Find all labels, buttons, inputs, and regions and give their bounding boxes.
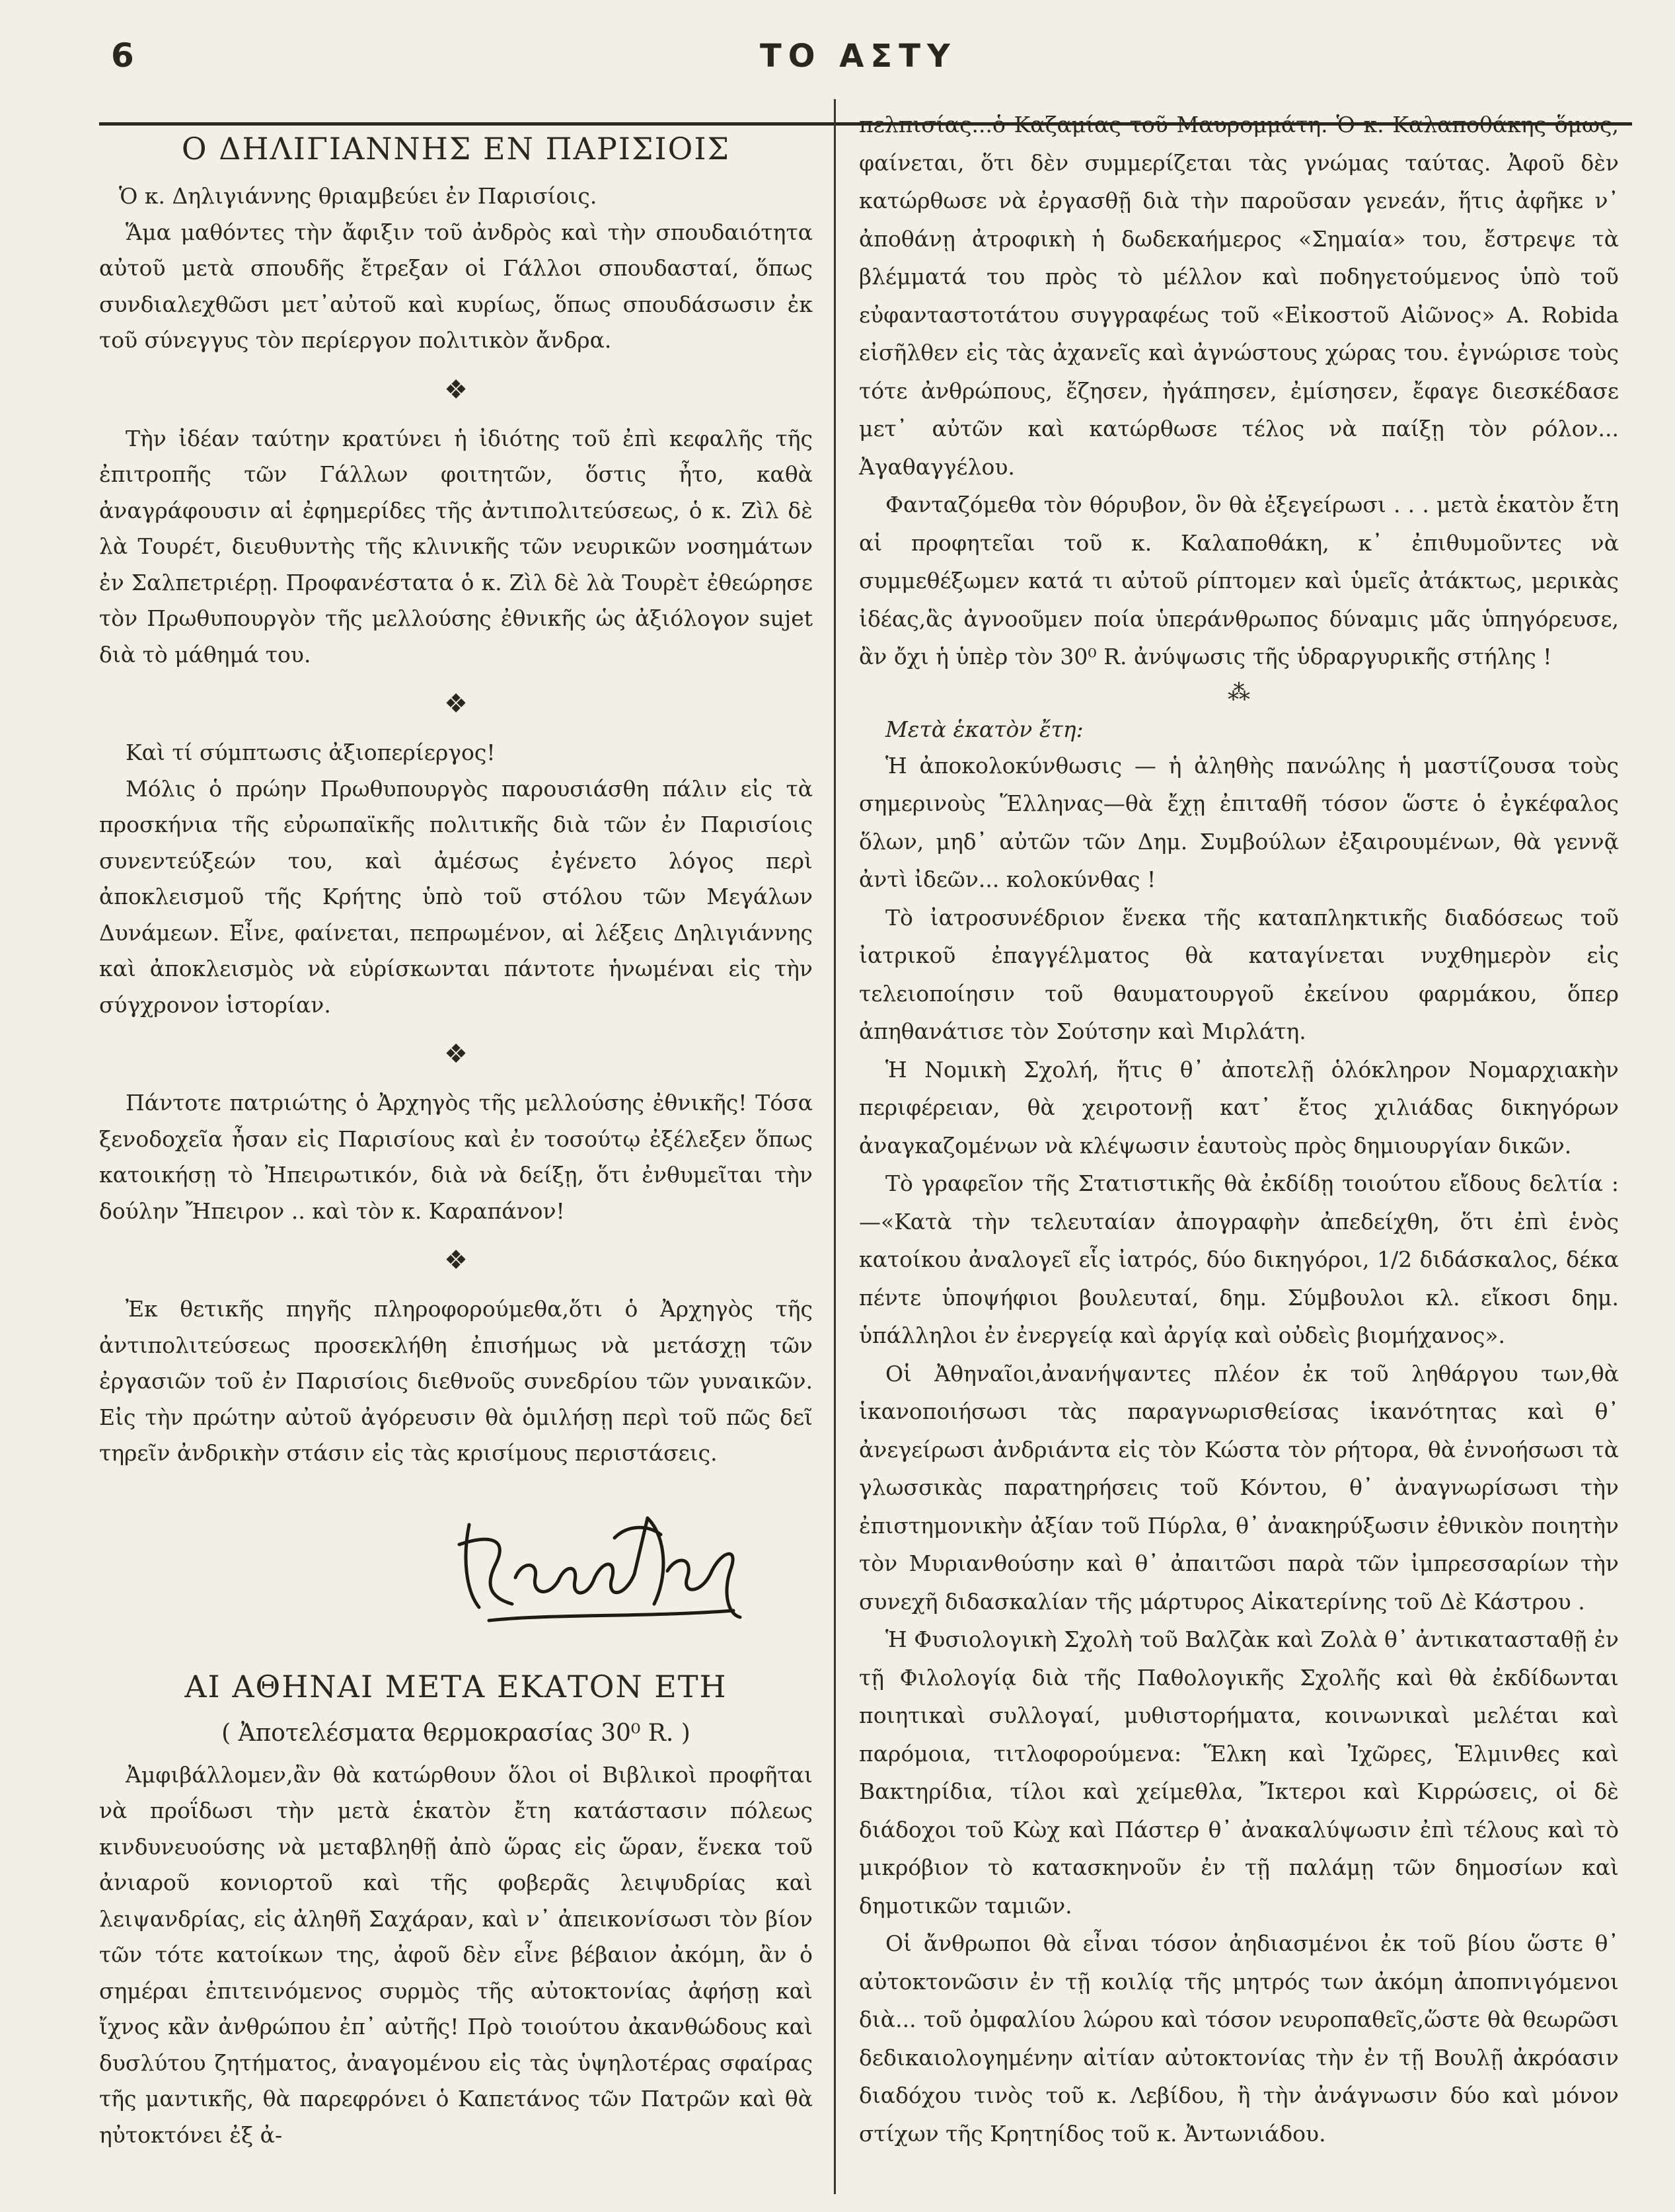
ornament-icon: ❖ xyxy=(444,374,468,405)
article-paragraph: Τὴν ἰδέαν ταύτην κρατύνει ἡ ἰδιότης τοῦ ἐπὶ κεφαλῆς τῆς ἐπιτροπῆς τῶν Γάλλων φοιτητῶν, ὅστις ἦτο, καθὰ ἀναγράφουσιν αἱ ἐφημερίδες τῆς ἀντιπολιτεύσεως, ὁ κ. Ζὶλ δὲ λὰ Τουρέτ, διευθυντὴς τῆς κλινικῆς τῶν νευρικῶν νοσημάτων ἐν Σαλπετριέρῃ. Προφανέστατα ὁ κ. Ζὶλ δὲ λὰ Τουρὲτ ἐθεώρησε τὸν Πρωθυπουργὸν τῆς μελλούσης ἐθνικῆς ὡς ἀξιόλογον sujet διὰ τὸ μάθημά του. xyxy=(99,425,813,667)
article-paragraph: Ὁ κ. Δηλιγιάννης θριαμβεύει ἐν Παρισίοις. xyxy=(119,183,597,209)
article-paragraph: Ἅμα μαθόντες τὴν ἄφιξιν τοῦ ἀνδρὸς καὶ τὴν σπουδαιότητα αὐτοῦ μετὰ σπουδῆς ἔτρεξαν οἱ Γάλλοι σπουδασταί, ὅπως συνδιαλεχθῶσι μετ᾽αὐτοῦ καὶ κυρίως, ὅπως σπουδάσωσιν ἐκ τοῦ σύνεγγυς τὸν περίεργον πολιτικὸν ἄνδρα. xyxy=(99,219,813,353)
article-title-diligiannis: Ο ΔΗΛΙΓΙΑΝΝΗΣ ΕΝ ΠΑΡΙΣΙΟΙΣ xyxy=(181,131,731,167)
article-paragraph: Μόλις ὁ πρώην Πρωθυπουργὸς παρουσιάσθη πάλιν εἰς τὰ προσκήνια τῆς εὐρωπαϊκῆς πολιτικῆς διὰ τῶν ἐν Παρισίοις συνεντεύξεών του, καὶ ἀμέσως ἐγένετο λόγος περὶ ἀποκλεισμοῦ τῆς Κρήτης ὑπὸ τοῦ στόλου τῶν Μεγάλων Δυνάμεων. Εἶνε, φαίνεται, πεπρωμένον, αἱ λέξεις Δηλιγιάννης καὶ ἀποκλεισμὸς νὰ εὑρίσκωνται πάντοτε ἡνωμέναι εἰς τὴν σύγχρονον ἱστορίαν. xyxy=(99,775,813,1018)
article-paragraph: πελπισίας...ὁ Καζαμίας τοῦ Μαυρομμάτη. Ὁ κ. Καλαποθάκης ὅμως, φαίνεται, ὅτι δὲν συμμερίζεται τὰς γνώμας ταύτας. Ἀφοῦ δὲν κατώρθωσε νὰ ἐργασθῇ διὰ τὴν παροῦσαν γενεάν, ἥτις ἀφῆκε ν᾽ ἀποθάνῃ ἀτροφικὴ ἡ δωδεκαήμερος «Σημαία» του, ἔστρεψε τὰ βλέμματά του πρὸς τὸ μέλλον καὶ ποδηγετούμενος ὑπὸ τοῦ εὐφανταστοτάτου συγγραφέως τοῦ «Εἰκοστοῦ Αἰῶνος» A. Robida εἰσῆλθεν εἰς τὰς ἀχανεῖς καὶ ἀγνώστους χώρας του. ἐγνώρισε τοὺς τότε ἀνθρώπους, ἔζησεν, ἠγάπησεν, ἐμίσησεν, ἔφαγε διεσκέδασε μετ᾽ αὐτῶν καὶ κατώρθωσε τέλος νὰ παίξῃ τὸν ρόλον... Ἀγαθαγγέλου. xyxy=(859,112,1619,480)
page-number: 6 xyxy=(111,36,134,75)
article-paragraph: Φανταζόμεθα τὸν θόρυβον, ὃν θὰ ἐξεγείρωσι . . . μετὰ ἑκατὸν ἔτη αἱ προφητεῖαι τοῦ κ. Καλαποθάκη, κ᾽ ἐπιθυμοῦντες νὰ συμμεθέξωμεν κατά τι αὐτοῦ ρίπτομεν καὶ ὑμεῖς ἀτάκτως, μερικὰς ἰδέας,ἃς ἀγνοοῦμεν ποία ὑπεράνθρωπος δύναμις μᾶς ὑπηγόρευσε, ἂν ὄχι ἡ ὑπὲρ τὸν 30⁰ R. ἀνύψωσις τῆς ὑδραργυρικῆς στήλης ! xyxy=(859,492,1619,669)
signature-icon xyxy=(449,1498,753,1630)
article-paragraph: Οἱ ἄνθρωποι θὰ εἶναι τόσον ἀηδιασμένοι ἐκ τοῦ βίου ὥστε θ᾽ αὐτοκτονῶσιν ἐν τῇ κοιλίᾳ τῆς μητρός των ἀκόμη ἀποπνιγόμενοι διὰ... τοῦ ὀμφαλίου λώρου καὶ τόσον νευροπαθεῖς,ὥστε θὰ θεωρῶσι δεδικαιολογημένην αἰτίαν αὐτοκτονίας τὴν ἐν τῇ Βουλῇ ἀκρόασιν διαδόχου τινὸς τοῦ κ. Λεβίδου, ἢ τὴν ἀνάγνωσιν δύο καὶ μόνον στίχων τῆς Κρητηίδος τοῦ κ. Ἀντωνιάδου. xyxy=(859,1930,1619,2147)
ornament-icon: ❖ xyxy=(444,689,468,719)
ornament-icon: ❖ xyxy=(444,1245,468,1276)
article-paragraph: Ἡ Νομικὴ Σχολή, ἥτις θ᾽ ἀποτελῇ ὁλόκληρον Νομαρχιακὴν περιφέρειαν, θὰ χειροτονῇ κατ᾽ ἔτος χιλιάδας δικηγόρων ἀναγκαζομένων νὰ κλέψωσιν ἑαυτοὺς πρὸς δημιουργίαν δικῶν. xyxy=(859,1056,1619,1159)
article-paragraph: Ἡ Φυσιολογικὴ Σχολὴ τοῦ Βαλζὰκ καὶ Ζολὰ θ᾽ ἀντικατασταθῇ ἐν τῇ Φιλολογίᾳ διὰ τῆς Παθολογικῆς Σχολῆς καὶ θὰ ἐκδίδωνται ποιητικαὶ συλλογαί, μυθιστορήματα, κοινωνικαὶ μελέται καὶ παρόμοια, τιτλοφορούμενα: Ἕλκη καὶ Ἰχῶρες, Ἑλμινθες καὶ Βακτηρίδια, τίλοι καὶ χείμεθλα, Ἴκτεροι καὶ Κιρρώσεις, οἱ δὲ διάδοχοι τοῦ Κὼχ καὶ Πάστερ θ᾽ ἀνακαλύψωσιν ἐπὶ τέλους καὶ τὸ μικρόβιον τὸ κατασκηνοῦν ἐν τῇ παλάμῃ τῶν δημοσίων καὶ δημοτικῶν ταμιῶν. xyxy=(859,1626,1619,1919)
article-paragraph: Τὸ ἰατροσυνέδριον ἕνεκα τῆς καταπληκτικῆς διαδόσεως τοῦ ἰατρικοῦ ἐπαγγέλματος θὰ καταγίνεται νυχθημερὸν εἰς τελειοποίησιν τοῦ θαυματουργοῦ ἐκείνου φαρμάκου, ὅπερ ἀπηθανάτισε τὸν Σούτσην καὶ Μιρλάτη. xyxy=(859,904,1619,1044)
article-paragraph: Καὶ τί σύμπτωσις ἀξιοπερίεργος! xyxy=(126,740,496,765)
article-subtitle: ( Ἀποτελέσματα θερμοκρασίας 30⁰ R. ) xyxy=(221,1719,690,1747)
article-paragraph: Ἡ ἀποκολοκύνθωσις — ἡ ἀληθὴς πανώλης ἡ μαστίζουσα τοὺς σημερινοὺς Ἕλληνας—θὰ ἔχῃ ἐπιταθῆ τόσον ὥστε ὁ ἐγκέφαλος ὅλων, μηδ᾽ αὐτῶν τῶν Δημ. Συμβούλων ἐξαιρουμένων, θὰ γεννᾷ ἀντὶ ἰδεῶν... κολοκύνθας ! xyxy=(859,752,1619,892)
article-continuation xyxy=(859,106,1619,2153)
left-column xyxy=(99,106,813,2153)
article-paragraph: Πάντοτε πατριώτης ὁ Ἀρχηγὸς τῆς μελλούσης ἐθνικῆς! Τόσα ξενοδοχεῖα ἦσαν εἰς Παρισίους καὶ ἐν τοσούτῳ ἐξέλεξεν ὅπως κατοικήσῃ τὸ Ἠπειρωτικόν, διὰ νὰ δείξῃ, ὅτι ἐνθυμεῖται τὴν δούλην Ἤπειρον .. καὶ τὸν κ. Καραπάνον! xyxy=(99,1090,813,1224)
article-paragraph: Τὸ γραφεῖον τῆς Στατιστικῆς θὰ ἐκδίδῃ τοιούτου εἴδους δελτία :—«Κατὰ τὴν τελευταίαν ἀπογραφὴν ἀπεδείχθη, ὅτι ἐπὶ ἑνὸς κατοίκου ἀναλογεῖ εἷς ἰατρός, δύο δικηγόροι, 1/2 διδάσκαλος, δέκα πέντε ὑποψήφιοι βουλευταί, δημ. Σύμβουλοι κλ. εἴκοσι δημ. ὑπάλληλοι ἐν ἐνεργείᾳ καὶ ἀργίᾳ καὶ οὐδεὶς βιομήχανος». xyxy=(859,1170,1619,1348)
handwritten-signature xyxy=(99,1498,813,1644)
page-header xyxy=(0,30,1675,96)
masthead-title: ΤΟ ΑΣΤΥ xyxy=(760,38,957,75)
ornament-icon: ❖ xyxy=(444,1039,468,1069)
right-column xyxy=(859,106,1619,2153)
article-paragraph: Ἀμφιβάλλομεν,ἂν θὰ κατώρθουν ὅλοι οἱ Βιβλικοὶ προφῆται νὰ προΐδωσι τὴν μετὰ ἑκατὸν ἔτη κατάστασιν πόλεως κινδυνευούσης νὰ μεταβληθῇ ἀπὸ ὥρας εἰς ὥραν, ἕνεκα τοῦ ἀνιαροῦ κονιορτοῦ καὶ τῆς φοβερᾶς λειψυδρίας καὶ λειψανδρίας, εἰς ἀληθῆ Σαχάραν, καὶ ν᾽ ἀπεικονίσωσι τὸν βίον τῶν τότε κατοίκων της, ἀφοῦ δὲν εἶνε βέβαιον ἀκόμη, ἂν ὁ σημέραι ἐπιτεινόμενος συρμὸς τῆς αὐτοκτονίας ἀφήσῃ καὶ ἴχνος κἂν ἀνθρώπου ἐπ᾽ αὐτῆς! Πρὸ τοιούτου ἀκανθώδους καὶ δυσλύτου ζητήματος, ἀναγομένου εἰς τὰς ὑψηλοτέρας σφαίρας τῆς μαντικῆς, θὰ παρεφρόνει ὁ Καπετάνος τῶν Πατρῶν καὶ θὰ ηὐτοκτόνει ἐξ ἀ- xyxy=(99,1761,813,2148)
article-title-athens: ΑΙ ΑΘΗΝΑΙ ΜΕΤΑ ΕΚΑΤΟΝ ΕΤΗ xyxy=(184,1668,727,1704)
article-paragraph: Οἱ Ἀθηναῖοι,ἀνανήψαντες πλέον ἐκ τοῦ ληθάργου των,θὰ ἱκανοποιήσωσι τὰς παραγνωρισθείσας ἱκανότητας καὶ θ᾽ ἀνεγείρωσι ἀνδριάντα εἰς τὸν Κώστα τὸν ρήτορα, θὰ ἐννοήσωσι τὰ γλωσσικὰς παρατηρήσεις τοῦ Κόντου, θ᾽ ἀναγνωρίσωσι τὴν ἐπιστημονικὴν ἀξίαν τοῦ Πύρλα, θ᾽ ἀνακηρύξωσιν ἐθνικὸν ποιητὴν τὸν Μυριανθούσην καὶ θ᾽ ἀπαιτῶσι παρὰ τῶν ἰμπρεσσαρίων τὴν συνεχῆ διδασκαλίαν τῆς μάρτυρος Αἰκατερίνης τοῦ Δὲ Κάστρου . xyxy=(859,1360,1619,1615)
section-heading: Μετὰ ἑκατὸν ἔτη: xyxy=(885,716,1084,742)
column-divider xyxy=(834,99,836,2194)
article-paragraph: Ἐκ θετικῆς πηγῆς πληροφορούμεθα,ὅτι ὁ Ἀρχηγὸς τῆς ἀντιπολιτεύσεως προσεκλήθη ἐπισήμως νὰ μετάσχῃ τῶν ἐργασιῶν τοῦ ἐν Παρισίοις διεθνοῦς συνεδρίου τῶν γυναικῶν. Εἰς τὴν πρώτην αὐτοῦ ἀγόρευσιν θὰ ὁμιλήσῃ περὶ τοῦ πῶς δεῖ τηρεῖν ἀνδρικὴν στάσιν εἰς τὰς κρισίμους περιστάσεις. xyxy=(99,1296,813,1466)
asterism-icon: ⁂ xyxy=(1228,679,1250,706)
